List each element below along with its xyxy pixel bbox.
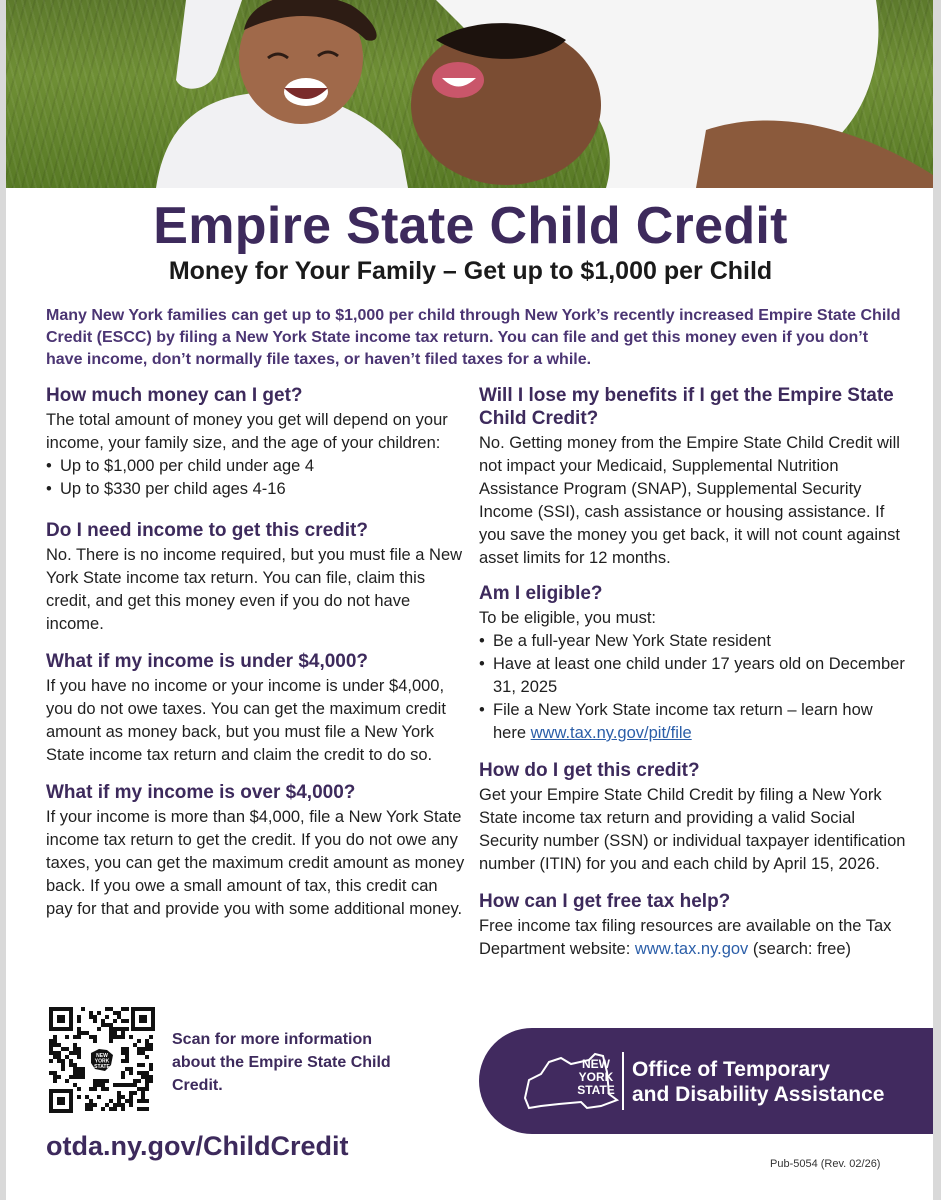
answer-over-4000: If your income is more than $4,000, file a New York State income tax return to get the credit. If you do not owe any taxes, you can get the maximum credit amount as money back. If you owe a small amount of tax, this credit can pay for that and provide you with some additional money.: [46, 808, 465, 918]
list-item-text: File a New York State income tax return – learn how here: [493, 701, 873, 742]
list-item: • Be a full-year New York State resident: [479, 630, 909, 653]
qr-finder-top-right: [131, 1007, 155, 1031]
qr-finder-bottom-left: [49, 1089, 73, 1113]
ny-logo-line-state: STATE: [577, 1083, 615, 1097]
question-under-4000: What if my income is under $4,000?: [46, 651, 369, 672]
answer-under-4000: If you have no income or your income is under $4,000, you do not owe taxes. You can get the maximum credit amount as money back, but you must file a New York State income tax return and claim the credit to do so.: [46, 677, 446, 764]
question-how-much: How much money can I get?: [46, 385, 303, 406]
page-right-margin: [933, 0, 941, 1200]
page-title: Empire State Child Credit: [153, 197, 788, 255]
answer-free-help: [479, 915, 909, 961]
ny-logo-line-york: YORK: [578, 1070, 614, 1084]
qr-center-new: NEW: [96, 1053, 108, 1059]
left-column: [46, 384, 466, 921]
list-item: • Up to $1,000 per child under age 4: [46, 455, 466, 478]
answer-how-get: Get your Empire State Child Credit by filing a New York State income tax return and providing a valid Social Security number (SSN) or individual taxpayer identification number (ITIN) for you and each child by April 15, 2026.: [479, 786, 906, 873]
list-item: [479, 699, 909, 745]
qr-center-state: STATE: [94, 1064, 110, 1070]
ny-logo-line-new: NEW: [582, 1057, 610, 1071]
intro-paragraph: Many New York families can get up to $1,000 per child through New York’s recently increased Empire State Child Credit (ESCC) by filing a New York State income tax return. You can file and get this money even if you don’t have income, don’t normally file taxes, or haven’t filed taxes for a while.: [46, 307, 901, 368]
tax-website-link[interactable]: www.tax.ny.gov: [634, 940, 749, 958]
office-name: [632, 1057, 884, 1107]
qr-code-graphic: [47, 1005, 157, 1115]
question-free-help: How can I get free tax help?: [479, 891, 731, 912]
qr-center-york: YORK: [94, 1058, 110, 1065]
amount-list: [46, 455, 466, 501]
family-illustration: [6, 0, 933, 188]
list-item: • Have at least one child under 17 years old on December 31, 2025: [479, 653, 909, 699]
eligibility-list: [479, 630, 909, 745]
question-eligible: Am I eligible?: [479, 583, 603, 604]
file-return-link[interactable]: www.tax.ny.gov/pit/file: [530, 724, 692, 742]
question-need-income: Do I need income to get this credit?: [46, 520, 368, 541]
answer-lose-benefits: No. Getting money from the Empire State Child Credit will not impact your Medicaid, Supplemental Nutrition Assistance Program (SNAP), Supplemental Security Income (SSI), cash assistance or housing assistance. If you save the money you get back, it will not count against asset limits for 12 months.: [479, 434, 900, 567]
free-help-search: (search: free): [748, 940, 852, 958]
answer-need-income: No. There is no income required, but you must file a New York State income tax return. You can file, claim this credit, and get this money even if you do not have income.: [46, 546, 463, 633]
question-lose-benefits: Will I lose my benefits if I get the Empire State Child Credit?: [479, 385, 894, 429]
office-line-2: and Disability Assistance: [632, 1083, 885, 1106]
office-line-1: Office of Temporary: [632, 1058, 830, 1081]
right-column: [479, 384, 909, 961]
publication-number: Pub-5054 (Rev. 02/26): [770, 1158, 881, 1170]
hero-photo: [6, 0, 933, 188]
answer-how-much: The total amount of money you get will depend on your income, your family size, and the age of your children:: [46, 411, 448, 452]
qr-code[interactable]: [47, 1005, 157, 1115]
qr-caption: Scan for more information about the Empire State Child Credit.: [172, 1031, 391, 1094]
child-credit-url[interactable]: otda.ny.gov/ChildCredit: [46, 1131, 349, 1161]
list-item: • Up to $330 per child ages 4-16: [46, 478, 466, 501]
banner-divider: [622, 1052, 624, 1110]
otda-banner: [479, 1028, 933, 1134]
page-subtitle: Money for Your Family – Get up to $1,000 per Child: [168, 257, 773, 285]
question-over-4000: What if my income is over $4,000?: [46, 782, 356, 803]
free-help-text: Free income tax filing resources are available on the Tax Department website:: [479, 917, 892, 958]
answer-eligible: To be eligible, you must:: [479, 609, 657, 627]
qr-finder-top-left: [49, 1007, 73, 1031]
question-how-get: How do I get this credit?: [479, 760, 700, 781]
